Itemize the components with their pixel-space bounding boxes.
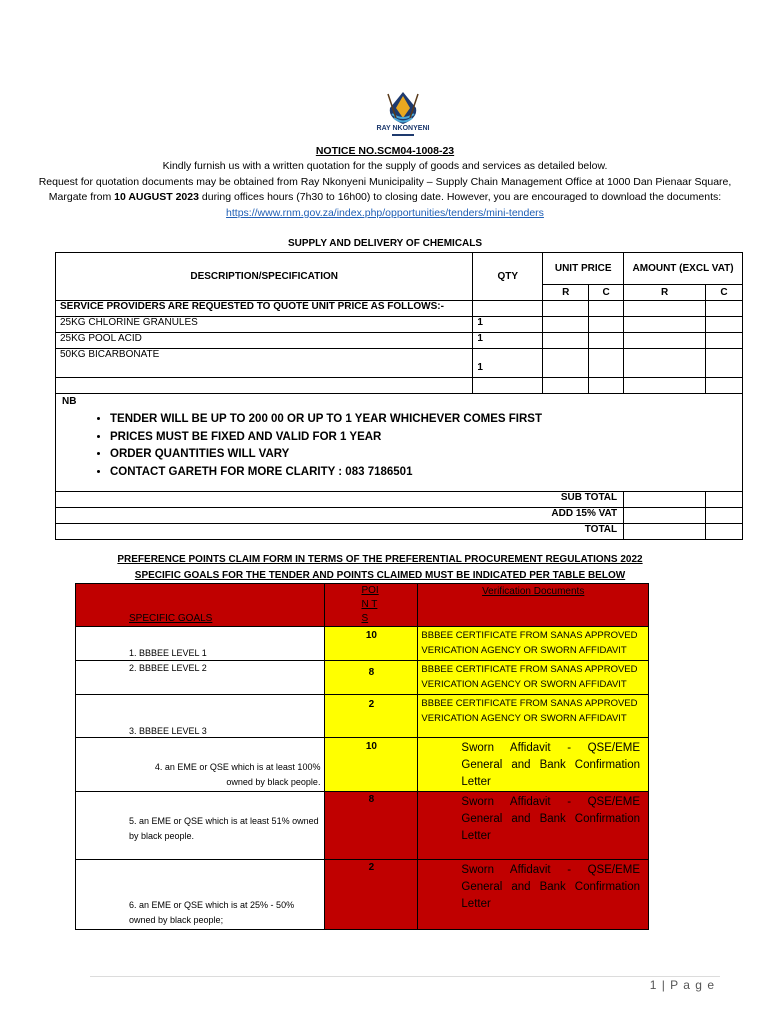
goal-cell: 3. BBBEE LEVEL 3: [76, 695, 325, 738]
price-cell[interactable]: [624, 333, 706, 349]
points-cell: 8: [325, 792, 418, 860]
page-number: 1 | P a g e: [649, 978, 715, 992]
table-row: [76, 860, 649, 930]
price-cell[interactable]: [589, 317, 624, 333]
points-cell: 2: [325, 860, 418, 930]
subtotal-label: SUB TOTAL: [56, 492, 624, 508]
points-cell: 10: [325, 627, 418, 661]
price-cell[interactable]: [706, 349, 743, 378]
verification-cell: Sworn Affidavit - QSE/EME General and Bank Confirmation Letter: [418, 860, 649, 930]
goals-header: [76, 584, 325, 627]
table-row: [56, 317, 743, 333]
price-cell[interactable]: [543, 317, 589, 333]
logo-text: RAY NKONYENI: [376, 125, 430, 132]
table-row: [76, 738, 649, 792]
price-cell[interactable]: [543, 349, 589, 378]
nb-label: NB: [62, 396, 77, 407]
price-cell[interactable]: [543, 333, 589, 349]
table-row: [56, 333, 743, 349]
verification-cell: Sworn Affidavit - QSE/EME General and Bank Confirmation Letter: [418, 738, 649, 792]
table-row: [56, 349, 743, 378]
footer-divider: [90, 976, 720, 977]
item-description: 25KG POOL ACID: [56, 333, 473, 349]
intro-line-1: Kindly furnish us with a written quotation for the supply of goods and services as detailed below.: [162, 160, 608, 172]
table-row: [76, 695, 649, 738]
price-cell[interactable]: [624, 349, 706, 378]
price-cell[interactable]: [706, 333, 743, 349]
intro-line-2: [20, 175, 750, 222]
price-cell[interactable]: [706, 317, 743, 333]
intro-text-b: during offices hours (7h30 to 16h00) to closing date. However, you are encouraged to download the documents:: [198, 191, 722, 203]
price-cell[interactable]: [589, 333, 624, 349]
price-cell[interactable]: [543, 301, 589, 317]
verification-header: Verification Documents: [418, 584, 649, 627]
tenders-link[interactable]: https://www.rnm.gov.za/index.php/opportunities/tenders/mini-tenders: [226, 206, 544, 219]
nb-section: [56, 394, 743, 492]
goals-header-text: SPECIFIC GOALS: [129, 613, 213, 624]
municipality-logo: [370, 88, 436, 140]
item-qty: 1: [473, 317, 543, 333]
description-header: DESCRIPTION/SPECIFICATION: [56, 253, 473, 301]
preference-title-line-1: PREFERENCE POINTS CLAIM FORM IN TERMS OF THE PREFERENTIAL PROCUREMENT REGULATIONS 2022: [117, 554, 643, 565]
vat-c-cell[interactable]: [706, 508, 743, 524]
points-cell: 10: [325, 738, 418, 792]
logo-emblem-icon: [370, 88, 436, 140]
subtotal-c-cell[interactable]: [706, 492, 743, 508]
price-cell[interactable]: [624, 301, 706, 317]
amount-c-header: C: [706, 285, 743, 301]
verification-cell: Sworn Affidavit - QSE/EME General and Bank Confirmation Letter: [418, 792, 649, 860]
nb-item: • CONTACT GARETH FOR MORE CLARITY : 083 7186501: [110, 464, 736, 482]
nb-item: • TENDER WILL BE UP TO 200 00 OR UP TO 1 YEAR WHICHEVER COMES FIRST: [110, 411, 736, 429]
section-title: SUPPLY AND DELIVERY OF CHEMICALS: [287, 238, 483, 249]
verification-cell: BBBEE CERTIFICATE FROM SANAS APPROVED VERICATION AGENCY OR SWORN AFFIDAVIT: [418, 627, 649, 661]
item-qty: 1: [473, 333, 543, 349]
points-cell: 2: [325, 695, 418, 738]
goal-cell: 6. an EME or QSE which is at 25% - 50% owned by black people;: [76, 860, 325, 930]
verification-cell: BBBEE CERTIFICATE FROM SANAS APPROVED VERICATION AGENCY OR SWORN AFFIDAVIT: [418, 695, 649, 738]
price-cell[interactable]: [624, 317, 706, 333]
price-cell[interactable]: [589, 349, 624, 378]
total-c-cell[interactable]: [706, 524, 743, 540]
amount-header: AMOUNT (EXCL VAT): [624, 253, 743, 285]
notice-title: NOTICE NO.SCM04-1008-23: [315, 145, 455, 157]
price-cell[interactable]: [706, 301, 743, 317]
intro-text: [20, 159, 750, 221]
subtotal-r-cell[interactable]: [624, 492, 706, 508]
intro-date: 10 AUGUST 2023: [114, 191, 199, 203]
item-description: 50KG BICARBONATE: [56, 349, 473, 378]
total-label: TOTAL: [56, 524, 624, 540]
points-cell: 8: [325, 661, 418, 695]
quotation-table: [55, 252, 743, 540]
preference-table: [75, 583, 649, 930]
item-qty: 1: [473, 349, 543, 378]
verification-cell: BBBEE CERTIFICATE FROM SANAS APPROVED VERICATION AGENCY OR SWORN AFFIDAVIT: [418, 661, 649, 695]
nb-list: [62, 411, 736, 481]
goal-cell: 5. an EME or QSE which is at least 51% owned by black people.: [76, 792, 325, 860]
instruction-row: SERVICE PROVIDERS ARE REQUESTED TO QUOTE UNIT PRICE AS FOLLOWS:-: [56, 301, 473, 317]
table-row: [76, 661, 649, 695]
unit-r-header: R: [543, 285, 589, 301]
points-header: POIN TS: [325, 584, 418, 627]
nb-item: • ORDER QUANTITIES WILL VARY: [110, 446, 736, 464]
intro-text-a: Request for quotation documents may be obtained from Ray Nkonyeni Municipality – Supply Chain Management Office at 1000 Dan Pienaar Square, Margate from: [38, 175, 732, 203]
vat-label: ADD 15% VAT: [56, 508, 624, 524]
nb-item: • PRICES MUST BE FIXED AND VALID FOR 1 YEAR: [110, 429, 736, 447]
table-row: [76, 627, 649, 661]
item-description: 25KG CHLORINE GRANULES: [56, 317, 473, 333]
qty-header: QTY: [473, 253, 543, 301]
unit-c-header: C: [589, 285, 624, 301]
preference-title: [55, 552, 705, 583]
goal-cell: 2. BBBEE LEVEL 2: [76, 661, 325, 695]
amount-r-header: R: [624, 285, 706, 301]
price-cell[interactable]: [589, 301, 624, 317]
preference-title-line-2: SPECIFIC GOALS FOR THE TENDER AND POINTS CLAIMED MUST BE INDICATED PER TABLE BELOW: [134, 569, 626, 581]
total-r-cell[interactable]: [624, 524, 706, 540]
table-row: [76, 792, 649, 860]
goal-cell: 1. BBBEE LEVEL 1: [76, 627, 325, 661]
goal-cell: 4. an EME or QSE which is at least 100% owned by black people.: [76, 738, 325, 792]
unit-price-header: UNIT PRICE: [543, 253, 624, 285]
vat-r-cell[interactable]: [624, 508, 706, 524]
